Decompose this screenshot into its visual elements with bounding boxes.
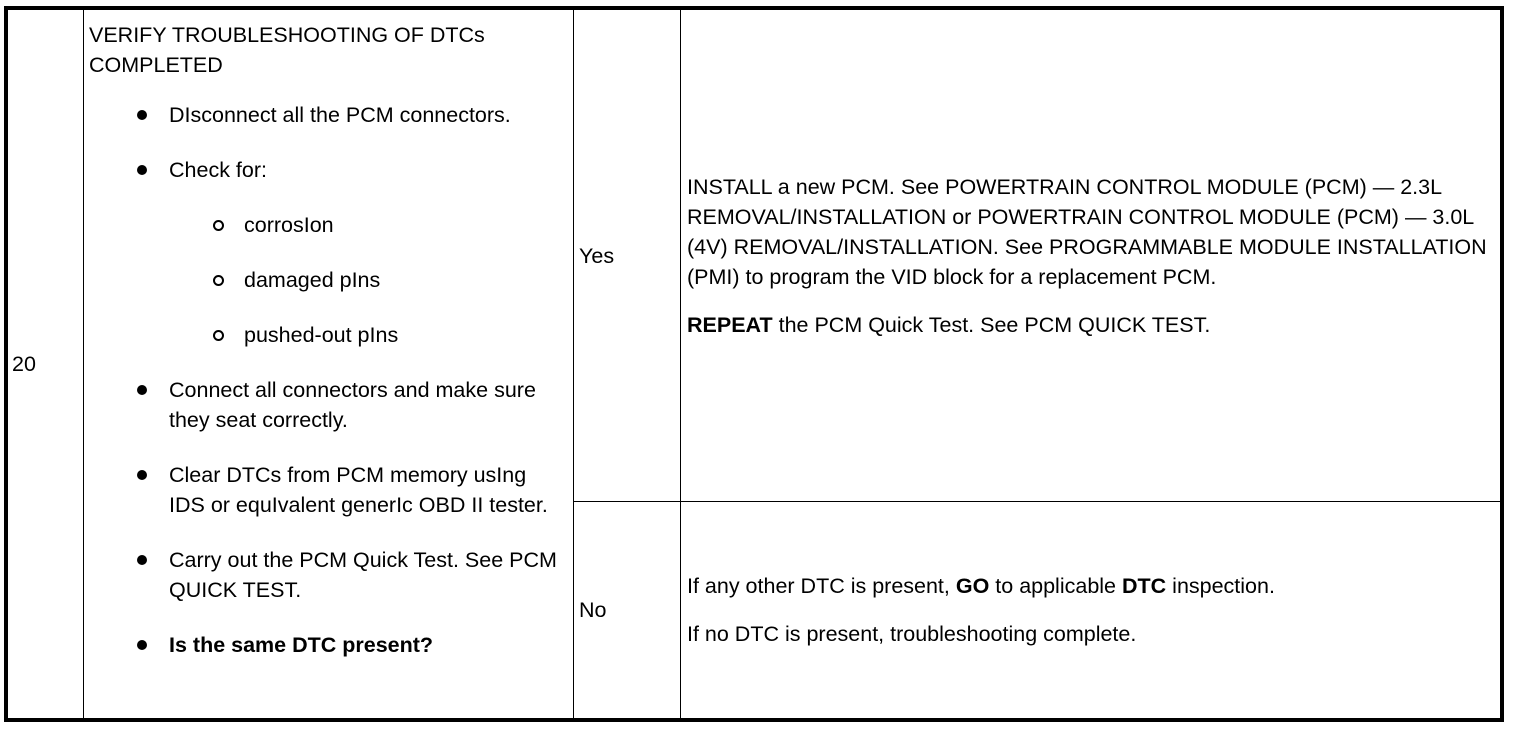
yes-repeat bbox=[687, 310, 1492, 340]
action-question: Is the same DTC present? bbox=[134, 630, 565, 660]
step-table bbox=[7, 9, 1501, 719]
action-clear-dtcs: Clear DTCs from PCM memory usIng IDS or equIvalent generIc OBD II tester. bbox=[134, 460, 565, 520]
no-complete: If no DTC is present, troubleshooting complete. bbox=[687, 622, 1137, 646]
yes-row bbox=[8, 10, 1501, 502]
step-title: VERIFY TROUBLESHOOTING OF DTCs COMPLETED bbox=[89, 23, 485, 77]
result-yes-label: Yes bbox=[574, 10, 681, 502]
diagnostic-step-table bbox=[4, 6, 1504, 722]
step-number: 20 bbox=[8, 10, 84, 719]
result-no-detail bbox=[681, 502, 1501, 719]
check-for-label: Check for: bbox=[169, 158, 267, 182]
result-no-label: No bbox=[574, 502, 681, 719]
no-text-c: to applicable bbox=[989, 574, 1122, 598]
yes-instruction: INSTALL a new PCM. See POWERTRAIN CONTROL MODULE (PCM) — 2.3L REMOVAL/INSTALLATION or POWERTRAIN CONTROL MODULE (PCM) — 3.0L (4V) REMOVAL/INSTALLATION. See PROGRAMMABLE MODULE INSTALLATION (PMI) to program the VID block for a replacement PCM. bbox=[687, 174, 1487, 289]
check-item-damaged-pins: damaged pIns bbox=[209, 265, 565, 295]
action-connect: Connect all connectors and make sure they seat correctly. bbox=[134, 375, 565, 435]
no-text-a: If any other DTC is present, bbox=[687, 574, 956, 598]
check-item-pushed-out-pins: pushed-out pIns bbox=[209, 320, 565, 350]
check-item-corrosion: corrosIon bbox=[209, 210, 565, 240]
no-dtc-keyword: DTC bbox=[1122, 574, 1167, 598]
yes-repeat-keyword: REPEAT bbox=[687, 312, 773, 337]
action-list bbox=[89, 100, 565, 660]
no-go-keyword: GO bbox=[955, 574, 990, 598]
no-text-e: inspection. bbox=[1166, 574, 1275, 598]
action-disconnect: DIsconnect all the PCM connectors. bbox=[134, 100, 565, 130]
check-list bbox=[169, 210, 565, 350]
result-yes-detail bbox=[681, 10, 1501, 502]
action-check bbox=[134, 155, 565, 350]
action-cell bbox=[84, 10, 574, 719]
no-instruction bbox=[687, 571, 1492, 601]
action-quick-test: Carry out the PCM Quick Test. See PCM QUICK TEST. bbox=[134, 545, 565, 605]
yes-repeat-text: the PCM Quick Test. See PCM QUICK TEST. bbox=[772, 312, 1211, 337]
